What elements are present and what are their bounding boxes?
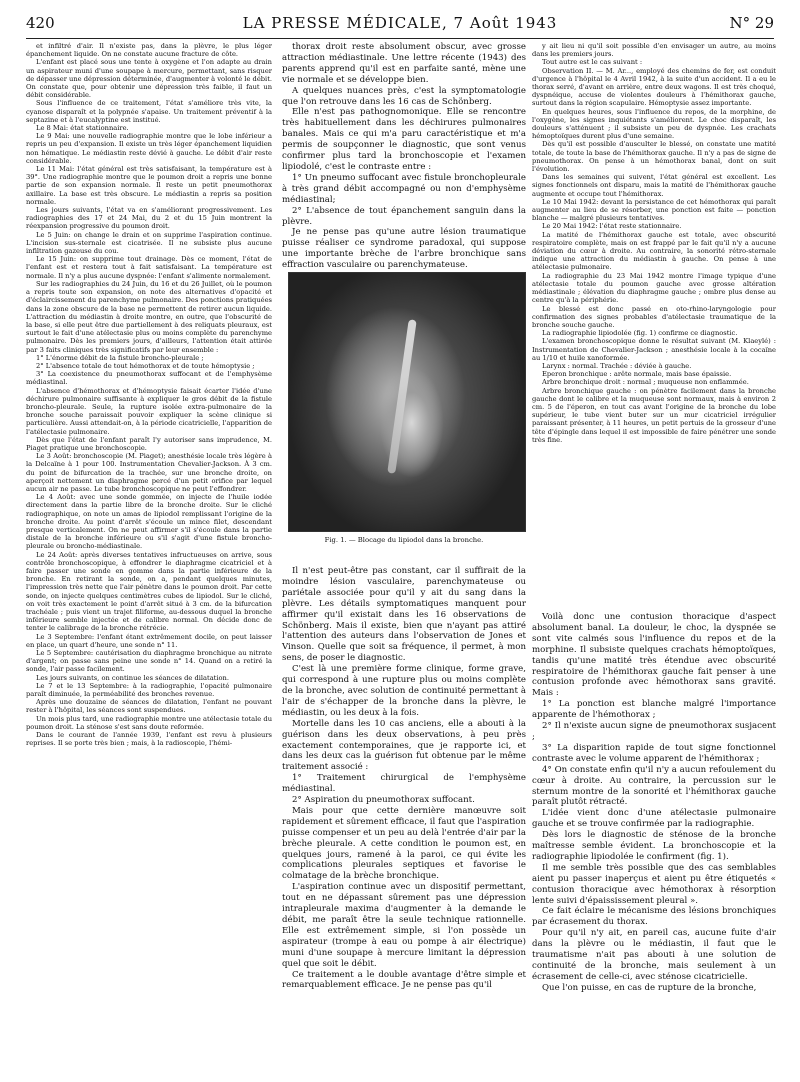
paragraph: Les jours suivants, l'état va en s'améliorant progressivement. Les radiographies des 17 et 24 Mai, du 2 et du 15 Juin montrent la réexpansion progressive du poumon droit. bbox=[26, 206, 272, 231]
paragraph: Mais pour que cette dernière manœuvre soit rapidement et sûrement efficace, il faut que l'aspiration puisse compenser et un peu au delà l'entrée d'air par la brèche pleurale. A cette condition le poumon est, en quelques jours, ramené à la paroi, ce qui évite les complications pleurales septiques et favorise le colmatage de la brèche bronchique. bbox=[282, 805, 526, 882]
paragraph: Larynx : normal. Trachée : déviée à gauche. bbox=[542, 361, 692, 370]
paragraph: 3° La disparition rapide de tout signe fonctionnel contraste avec le volume apparent de l'hémithorax ; bbox=[532, 742, 776, 764]
paragraph: Eperon bronchique : arête normale, mais base épaissie. bbox=[542, 370, 732, 379]
paragraph: Dans les semaines qui suivent, l'état général est excellent. Les signes fonctionnels ont disparu, mais la matité de l'hémithorax gauche augmente et occupe tout l'hémithorax. bbox=[532, 173, 776, 198]
paragraph: Ce traitement a le double avantage d'être simple et remarquablement efficace. Je ne pense pas qu'il bbox=[282, 969, 526, 991]
paragraph: L'enfant est placé sous une tente à oxygène et l'on adapte au drain un aspirateur muni d'une soupape à mercure, permettant, sans risquer de dépasser une dépression déterminée, d'augmenter à volonté le débit. On constate que, pour obtenir une dépression très faible, il faut un débit considérable. bbox=[26, 58, 273, 100]
paragraph: Dès que l'état de l'enfant paraît l'y autoriser sans imprudence, M. Piaget pratique une bronchoscopie. bbox=[26, 435, 272, 452]
paragraph: 1° La ponction est blanche malgré l'importance apparente de l'hémothorax ; bbox=[532, 699, 776, 721]
paragraph: 1° L'énorme débit de la fistule broncho-pleurale ; bbox=[36, 353, 204, 362]
paragraph: La matité de l'hémithorax gauche est totale, avec obscurité respiratoire complète, mais on est frappé par le fait qu'il n'y a aucune déviation du cœur à droite. Au contraire, la sonorité rétro-sternale indique une attraction du médiastin à gauche. On pense à une atélectasie pulmonaire. bbox=[532, 230, 776, 272]
paragraph: Dès lors le diagnostic de sténose de la bronche maîtresse semble évident. La bronchoscopie et la radiographie lipiodolée le confirment (fig. 1). bbox=[532, 830, 776, 862]
paragraph: 2° L'absence de tout épanchement sanguin dans la plèvre. bbox=[282, 205, 526, 227]
figure-caption: Fig. 1. — Blocage du lipiodol dans la bronche. bbox=[324, 536, 484, 544]
page-number: 420 bbox=[26, 14, 55, 32]
paragraph: 1° Traitement chirurgical de l'emphysème médiastinal. bbox=[282, 773, 526, 795]
paragraph: Arbre bronchique droit : normal ; muqueuse non enflammée. bbox=[542, 378, 749, 387]
paragraph: Le 15 Juin: on supprime tout drainage. Dès ce moment, l'état de l'enfant est et restera tout à fait satisfaisant. La température est normale. Il n'y a plus aucune dyspnée: l'enfant s'alimente normalement. bbox=[26, 255, 272, 280]
paragraph: 2° Aspiration du pneumothorax suffocant. bbox=[292, 795, 475, 806]
paragraph: Le 20 Mai 1942: l'état reste stationnaire. bbox=[542, 222, 682, 231]
paragraph: Ce fait éclaire le mécanisme des lésions bronchiques par écrasement du thorax. bbox=[532, 906, 776, 928]
paragraph: thorax droit reste absolument obscur, avec grosse attraction médiastinale. Une lettre récente (1943) des parents apprend qu'il est en parfaite santé, mène une vie normale et se développe bien. bbox=[282, 42, 526, 85]
paragraph: Les jours suivants, on continue les séances de dilatation. bbox=[36, 673, 229, 682]
paragraph: Le 9 Mai: une nouvelle radiographie montre que le lobe inférieur a repris un peu d'expansion. Il existe un très léger épanchement liquidien non hématique. Le médiastin reste dévié à gauche. Le débit d'air reste considérable. bbox=[26, 132, 272, 165]
paragraph: Le 10 Mai 1942: devant la persistance de cet hémothorax qui paraît augmenter au lieu de se résorber, une ponction est faite — ponction blanche — malgré plusieurs tentatives. bbox=[532, 197, 776, 223]
paragraph: L'examen bronchoscopique donne le résultat suivant (M. Klaeylé) : Instrumentation de Chevalier-Jackson ; anesthésie locale à la cocaïne au 1/10 et huile xanoformée. bbox=[532, 337, 776, 362]
paragraph: 2° Il n'existe aucun signe de pneumothorax susjacent ; bbox=[532, 721, 776, 742]
paragraph: En quelques heures, sous l'influence du repos, de la morphine, de l'oxygène, les signes inquiétants s'améliorent. Le choc disparaît, les douleurs s'atténuent ; il subsiste un peu de dyspnée. Les crachats hémoptoïques durent plus d'une semaine. bbox=[532, 107, 776, 141]
paragraph: Le 3 Septembre: l'enfant étant extrêmement docile, on peut laisser en place, un quart d'heure, une sonde n° 11. bbox=[26, 632, 272, 649]
paragraph: Je ne pense pas qu'une autre lésion traumatique puisse réaliser ce syndrome paradoxal, qui suppose une importante brèche de l'arbre bronchique sans effraction vasculaire ou parenchymateuse. bbox=[282, 227, 526, 271]
paragraph: Le 4 Août: avec une sonde gommée, on injecte de l'huile iodée directement dans la partie libre de la bronche droite. Sur le cliché radiographique, on note un amas de lipiodol remplissant l'origine de la bronche droite. Au point d'arrêt s'écoule un mince filet, descendant presque verticalement. On ne peut affirmer s'il s'écoule dans la partie distale de la bronche inférieure ou s'il s'agit d'une fistule broncho-pleurale ou broncho-médiastinale. bbox=[26, 493, 272, 551]
paragraph: La radiographie du 23 Mai 1942 montre l'image typique d'une atélectasie totale du poumon gauche avec grosse altération médiastinale ; élévation du diaphragme gauche ; ombre plus dense au centre qu'à la périphérie. bbox=[532, 271, 776, 305]
paragraph: Le 11 Mai: l'état général est très satisfaisant, la température est à 39°. Une radiographie montre que le poumon droit a repris une bonne partie de son expansion normale. Il reste un petit pneumothorax axillaire. La base est très obscure. Le médiastin a repris sa position normale. bbox=[26, 165, 272, 206]
paragraph: Le 24 Août: après diverses tentatives infructueuses on arrive, sous contrôle bronchoscopique, à effondrer le diaphragme cicatriciel et à faire passer une sonde en gomme dans la partie inférieure de la bronche. En retirant la sonde, on a, pendant quelques minutes, l'impression très nette que l'air pénètre dans le poumon droit. Par cette sonde, on injecte quelques centimètres cubes de lipiodol. Sur le cliché, on voit très exactement le point d'arrêt situé à 3 cm. de la bifurcation trachéale ; puis vient un trajet filiforme, au-dessous duquel la bronche inférieure semble injectée et de calibre normal. On décide donc de tenter le calibrage de la bronche rétrécie. bbox=[26, 550, 272, 633]
paragraph: Un mois plus tard, une radiographie montre une atélectasie totale du poumon droit. La sténose s'est sans doute reformée. bbox=[26, 714, 272, 731]
paragraph: 3° La coexistence du pneumothorax suffocant et de l'emphysème médiastinal. bbox=[26, 370, 272, 387]
paragraph: C'est là une première forme clinique, forme grave, qui correspond à une rupture plus ou moins complète de la bronche, avec solution de continuité permettant à l'air de s'échapper de la bronche dans la plèvre, le médiastin, ou les deux à la fois. bbox=[282, 664, 526, 718]
paragraph: Tout autre est le cas suivant : bbox=[542, 58, 643, 67]
column-middle-bottom bbox=[282, 566, 526, 1072]
column-middle-top bbox=[282, 42, 526, 271]
paragraph: Le 3 Août: bronchoscopie (M. Piaget); anesthésie locale très légère à la Delcaïne à 1 pour 100. Instrumentation Chevalier-Jackson. À 3 cm. du point de bifurcation de la trachée, sur une bronche droite, on aperçoit nettement un diaphragme percé d'un petit orifice par lequel aucun air ne passe. Le tube bronchoscopique ne peut l'effondrer. bbox=[26, 452, 272, 493]
column-left bbox=[26, 42, 272, 1072]
paragraph: Elle n'est pas pathognomonique. Elle se rencontre très habituellement dans les déchirures pulmonaires banales. Mais ce qui m'a paru caractéristique et m'a permis de soupçonner le diagnostic, que sont venus confirmer plus tard la bronchoscopie et l'examen lipiodolé, c'est le contraste entre : bbox=[282, 107, 526, 172]
paragraph: Dès qu'il est possible d'ausculter le blessé, on constate une matité totale, de toute la base de l'hémithorax gauche. Il n'y a pas de signe de pneumothorax. On pense à un hémothorax banal, dont on suit l'évolution. bbox=[532, 140, 776, 174]
paragraph: Mortelle dans les 10 cas anciens, elle a abouti à la guérison dans les deux observations, à peu près exactement contemporaines, que je rapporte ici, et dans les deux cas la guérison fut obtenue par le même traitement associé : bbox=[282, 718, 526, 773]
page-header bbox=[26, 14, 774, 36]
paragraph: 1° Un pneumo suffocant avec fistule bronchopleurale à très grand débit accompagné ou non d'emphysème médiastinal; bbox=[282, 172, 526, 205]
paragraph: Le blessé est donc passé en oto-rhino-laryngologie pour confirmation des signes probables d'atélectasie traumatique de la bronche souche gauche. bbox=[532, 304, 776, 329]
paragraph: Sous l'influence de ce traitement, l'état s'améliore très vite, la cyanose disparaît et la polypnée s'apaise. Un traitement préventif à la septazine et à l'eucalyptine est institué. bbox=[26, 99, 272, 124]
bronchus-shadow bbox=[387, 320, 416, 474]
paragraph: Il me semble très possible que des cas semblables aient pu passer inaperçus et aient pu être étiquetés « contusion thoracique avec hémothorax à résorption lente suivi d'épaississement pleural ». bbox=[532, 862, 776, 906]
paragraph: L'aspiration continue avec un dispositif permettant, tout en ne dépassant sûrement pas une dépression intrapleurale maxima d'augmenter à la demande le débit, me paraît être la seule technique rationnelle. Elle est extrêmement simple, si l'on possède un aspirateur (trompe à eau ou pompe à air électrique) muni d'une soupape à mercure limitant la dépression quel que soit le débit. bbox=[282, 882, 526, 969]
paragraph: A quelques nuances près, c'est la symptomatologie que l'on retrouve dans les 16 cas de Schönberg. bbox=[282, 85, 526, 107]
paragraph: Que l'on puisse, en cas de rupture de la bronche, bbox=[542, 982, 757, 993]
paragraph: L'absence d'hémothorax et d'hémoptysie faisait écarter l'idée d'une déchirure pulmonaire suffisante à expliquer le gros débit de la fistule broncho-pleurale. Seule, la rupture isolée extra-pulmonaire de la bronche souche paraissait pouvoir expliquer la scène clinique si particulière. Aussi attendait-on, à la période cicatricielle, l'apparition de l'atélectasie pulmonaire. bbox=[26, 386, 272, 436]
figure-1 bbox=[282, 268, 526, 553]
header-rule bbox=[26, 38, 774, 39]
paragraph: Le 5 Septembre: cautérisation du diaphragme bronchique au nitrate d'argent; on passe sans peine une sonde n° 14. Quand on a retiré la sonde, l'air passe facilement. bbox=[26, 649, 272, 674]
paragraph: y ait lieu ni qu'il soit possible d'en envisager un autre, au moins dans les premiers jours. bbox=[532, 42, 776, 59]
paragraph: Le 8 Mai: état stationnaire. bbox=[36, 124, 129, 133]
paragraph: L'idée vient donc d'une atélectasie pulmonaire gauche et se trouve confirmée par la radiographie. bbox=[532, 808, 776, 830]
column-right-top bbox=[532, 42, 776, 602]
paragraph: Observation II. — M. Ar..., employé des chemins de fer, est conduit d'urgence à l'hôpital le 4 Avril 1942, à la suite d'un accident. Il a eu le thorax serré, d'avant en arrière, entre deux wagons. Il est très choqué, dyspnéique, accuse de violentes douleurs à l'hémithorax gauche, surtout dans la région scapulaire. Hémoptysie assez importante. bbox=[532, 66, 776, 108]
paragraph: Le 5 Juin: on change le drain et on supprime l'aspiration continue. L'incision sus-sternale est cicatrisée. Il ne subsiste plus aucune infiltration gazeuse du cou. bbox=[26, 230, 272, 256]
paragraph: La radiographie lipiodolée (fig. 1) confirme ce diagnostic. bbox=[542, 329, 738, 338]
paragraph: Arbre bronchique gauche : on pénètre facilement dans la bronche gauche dont le calibre et la muqueuse sont normaux, mais à environ 2 cm. 5 de l'éperon, en tout cas avant l'origine de la bronche du lobe supérieur, le tube vient buter sur un mur cicatriciel irrégulier paraissant présenter, à 11 heures, un petit pertuis de la grosseur d'une tête d'épingle dans lequel il est impossible de faire pénétrer une sonde très fine. bbox=[532, 386, 776, 444]
issue-number: N° 29 bbox=[729, 14, 774, 32]
column-right-bottom bbox=[532, 612, 776, 1072]
paragraph: Voilà donc une contusion thoracique d'aspect absolument banal. La douleur, le choc, la dyspnée se sont vite calmés sous l'influence du repos et de la morphine. Il subsiste quelques crachats hémoptoïques, tandis qu'une matité très étendue avec obscurité respiratoire de l'hémithorax gauche fait penser à une contusion profonde avec hémothorax sans gravité. Mais : bbox=[532, 612, 776, 699]
paragraph: Après une douzaine de séances de dilatation, l'enfant ne pouvant rester à l'hôpital, les séances sont suspendues. bbox=[26, 698, 272, 715]
radiograph-image bbox=[288, 272, 526, 532]
paragraph: 4° On constate enfin qu'il n'y a aucun refoulement du cœur à droite. Au contraire, la percussion sur le sternum montre de la sonorité et l'hémithorax gauche paraît plutôt rétracté. bbox=[532, 764, 776, 808]
paragraph: Dans le courant de l'année 1939, l'enfant est revu à plusieurs reprises. Il se porte très bien ; mais, à la radioscopie, l'hémi- bbox=[26, 731, 272, 748]
paragraph: Le 7 et le 13 Septembre: à la radiographie, l'opacité pulmonaire paraît diminuée, la perméabilité des bronches revenue. bbox=[26, 681, 272, 699]
paragraph: Pour qu'il n'y ait, en pareil cas, aucune fuite d'air dans la plèvre ou le médiastin, il faut que le traumatisme n'ait pas abouti à une solution de continuité de la bronche, mais seulement à un écrasement de celle-ci, avec sténose cicatricielle. bbox=[532, 928, 776, 982]
paragraph: Il n'est peut-être pas constant, car il suffirait de la moindre lésion vasculaire, parenchymateuse ou pariétale associée pour qu'il y ait du sang dans la plèvre. Les détails symptomatiques manquent pour affirmer qu'il existait dans les 16 observations de Schönberg. Mais il existe, bien que n'ayant pas attiré l'attention des auteurs dans l'observation de Jones et Vinson. Quelle que soit sa fréquence, il permet, à mon sens, de poser le diagnostic. bbox=[282, 566, 526, 664]
paragraph: et infiltré d'air. Il n'existe pas, dans la plèvre, le plus léger épanchement liquide. On ne constate aucune fracture de côte. bbox=[26, 42, 272, 59]
journal-title: LA PRESSE MÉDICALE, 7 Août 1943 bbox=[242, 14, 558, 32]
paragraph: 2° L'absence totale de tout hémothorax et de toute hémoptysie ; bbox=[36, 361, 255, 370]
paragraph: Sur les radiographies du 24 Juin, du 16 et du 26 Juillet, où le poumon a repris toute son expansion, on note des alternatives d'opacité et d'éclaircissement du parenchyme pulmonaire. Des ponctions pratiquées dans la zone obscure de la base ne permettent de retirer aucun liquide. L'attraction du médiastin à droite montre, en outre, que l'obscurité de la base, si elle peut être due partiellement à des reliquats pleuraux, est surtout le fait d'une atélectasie plus ou moins complète du parenchyme pulmonaire. Dès les premiers jours, d'ailleurs, l'attention était attirée par 3 faits cliniques très significatifs par leur ensemble : bbox=[26, 279, 272, 354]
